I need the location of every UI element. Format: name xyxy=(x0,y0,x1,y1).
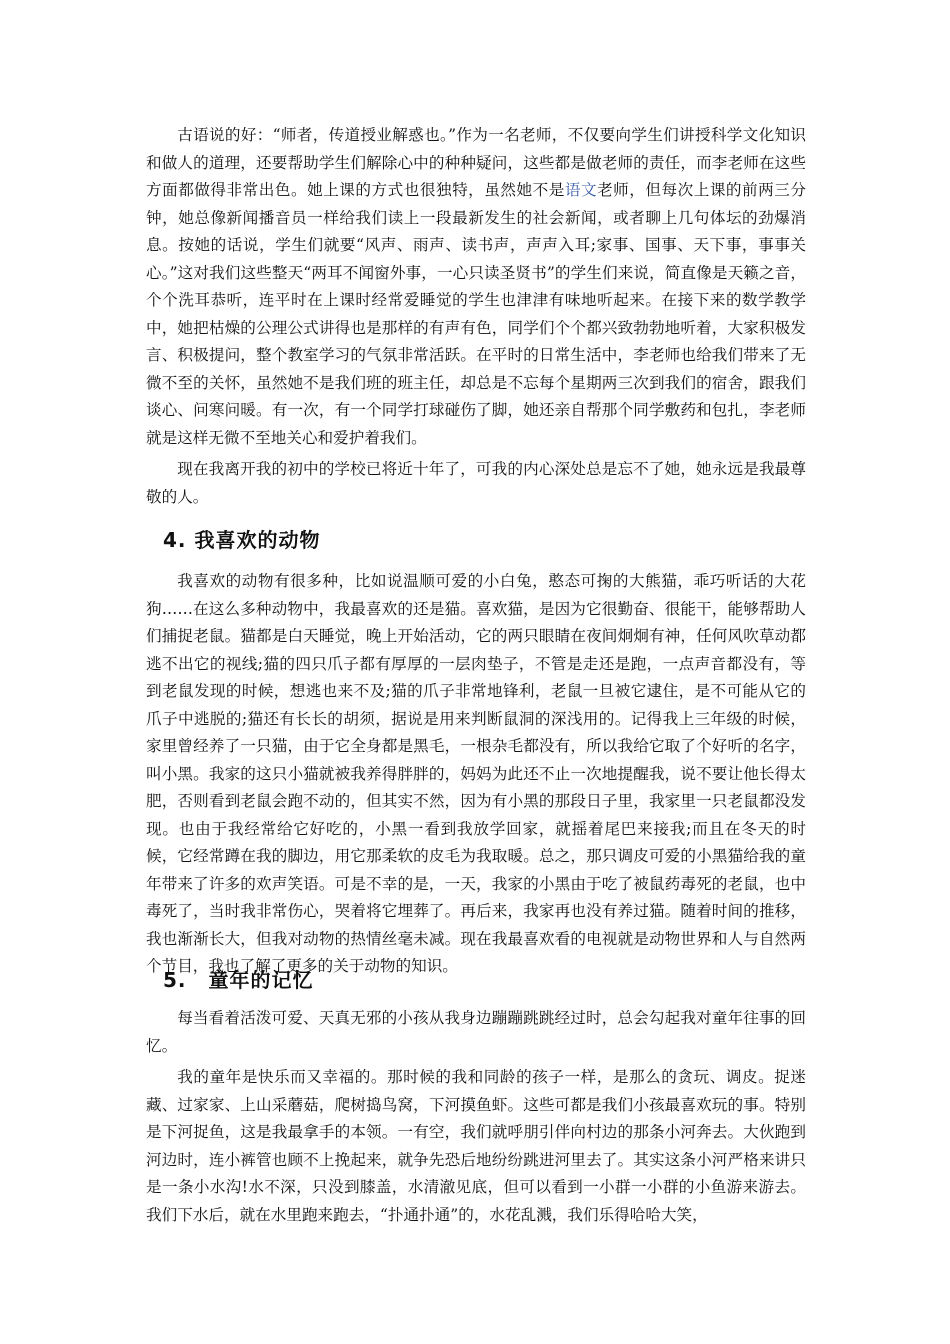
intro-paragraph-1 xyxy=(146,122,806,452)
intro-paragraph-2: 现在我离开我的初中的学校已将近十年了，可我的内心深处总是忘不了她，她永远是我最尊敬的人。 xyxy=(146,460,806,506)
section-4-heading xyxy=(163,526,321,554)
section-5-paragraph-1: 每当看着活泼可爱、天真无邪的小孩从我身边蹦蹦跳跳经过时，总会勾起我对童年往事的回忆。 xyxy=(146,1009,806,1055)
intro-section xyxy=(146,122,806,511)
section-5-body xyxy=(146,1005,806,1229)
section-4-title: 我喜欢的动物 xyxy=(194,528,321,552)
yuwen-link[interactable]: 语文 xyxy=(564,181,598,199)
intro-paragraph-1-text-b: 老师，但每次上课的前两三分钟，她总像新闻播音员一样给我们读上一段最新发生的社会新闻，或者聊上几句体坛的劲爆消息。按她的话说，学生们就要“风声、雨声、读书声，声声入耳;家事、国事、天下事，事事关心。”这对我们这些整天“两耳不闻窗外事，一心只读圣贤书”的学生们来说，简直像是天籁之音，个个洗耳恭听，连平时在上课时经常爱睡觉的学生也津津有味地听起来。在接下来的数学教学中，她把枯燥的公理公式讲得也是那样的有声有色，同学们个个都兴致勃勃地听着，大家积极发言、积极提问，整个教室学习的气氛非常活跃。在平时的日常生活中，李老师也给我们带来了无微不至的关怀，虽然她不是我们班的班主任，却总是不忘每个星期两三次到我们的宿舍，跟我们谈心、问寒问暖。有一次，有一个同学打球碰伤了脚，她还亲自帮那个同学敷药和包扎，李老师就是这样无微不至地关心和爱护着我们。 xyxy=(146,181,806,447)
section-5-paragraph-2: 我的童年是快乐而又幸福的。那时候的我和同龄的孩子一样，是那么的贪玩、调皮。捉迷藏、过家家、上山采蘑菇，爬树捣鸟窝，下河摸鱼虾。这些可都是我们小孩最喜欢玩的事。特别是下河捉鱼，这是我最拿手的本领。一有空，我们就呼朋引伴向村边的那条小河奔去。大伙跑到河边时，连小裤管也顾不上挽起来，就争先恐后地纷纷跳进河里去了。其实这条小河严格来讲只是一条小水沟!水不深，只没到膝盖，水清澈见底，但可以看到一小群一小群的小鱼游来游去。我们下水后，就在水里跑来跑去，“扑通扑通”的，水花乱溅，我们乐得哈哈大笑， xyxy=(146,1068,806,1224)
section-5-number: 5. xyxy=(163,968,187,992)
section-5-title: 童年的记忆 xyxy=(208,968,314,992)
section-4-paragraph-1: 我喜欢的动物有很多种，比如说温顺可爱的小白兔，憨态可掬的大熊猫，乖巧听话的大花狗……在这么多种动物中，我最喜欢的还是猫。喜欢猫，是因为它很勤奋、很能干，能够帮助人们捕捉老鼠。猫都是白天睡觉，晚上开始活动，它的两只眼睛在夜间炯炯有神，任何风吹草动都逃不出它的视线;猫的四只爪子都有厚厚的一层肉垫子，不管是走还是跑，一点声音都没有，等到老鼠发现的时候，想逃也来不及;猫的爪子非常地锋利，老鼠一旦被它逮住，是不可能从它的爪子中逃脱的;猫还有长长的胡须，据说是用来判断鼠洞的深浅用的。记得我上三年级的时候，家里曾经养了一只猫，由于它全身都是黑毛，一根杂毛都没有，所以我给它取了个好听的名字，叫小黑。我家的这只小猫就被我养得胖胖的，妈妈为此还不止一次地提醒我，说不要让他长得太肥，否则看到老鼠会跑不动的，但其实不然，因为有小黑的那段日子里，我家里一只老鼠都没发现。也由于我经常给它好吃的，小黑一看到我放学回家，就摇着尾巴来接我;而且在冬天的时候，它经常蹲在我的脚边，用它那柔软的皮毛为我取暖。总之，那只调皮可爱的小黑猫给我的童年带来了许多的欢声笑语。可是不幸的是，一天，我家的小黑由于吃了被鼠药毒死的老鼠，也中毒死了，当时我非常伤心，哭着将它埋葬了。再后来，我家再也没有养过猫。随着时间的推移，我也渐渐长大，但我对动物的热情丝毫未减。现在我最喜欢看的电视就是动物世界和人与自然两个节目，我也了解了更多的关于动物的知识。 xyxy=(146,572,806,975)
section-4-body xyxy=(146,568,806,981)
intro-paragraph-1-text-a: 古语说的好：“师者，传道授业解惑也。”作为一名老师，不仅要向学生们讲授科学文化知识和做人的道理，还要帮助学生们解除心中的种种疑问，这些都是做老师的责任，而李老师在这些方面都做得非常出色。她上课的方式也很独特，虽然她不是 xyxy=(146,126,806,199)
section-5-heading xyxy=(163,966,314,994)
section-4-number: 4. xyxy=(163,528,187,552)
